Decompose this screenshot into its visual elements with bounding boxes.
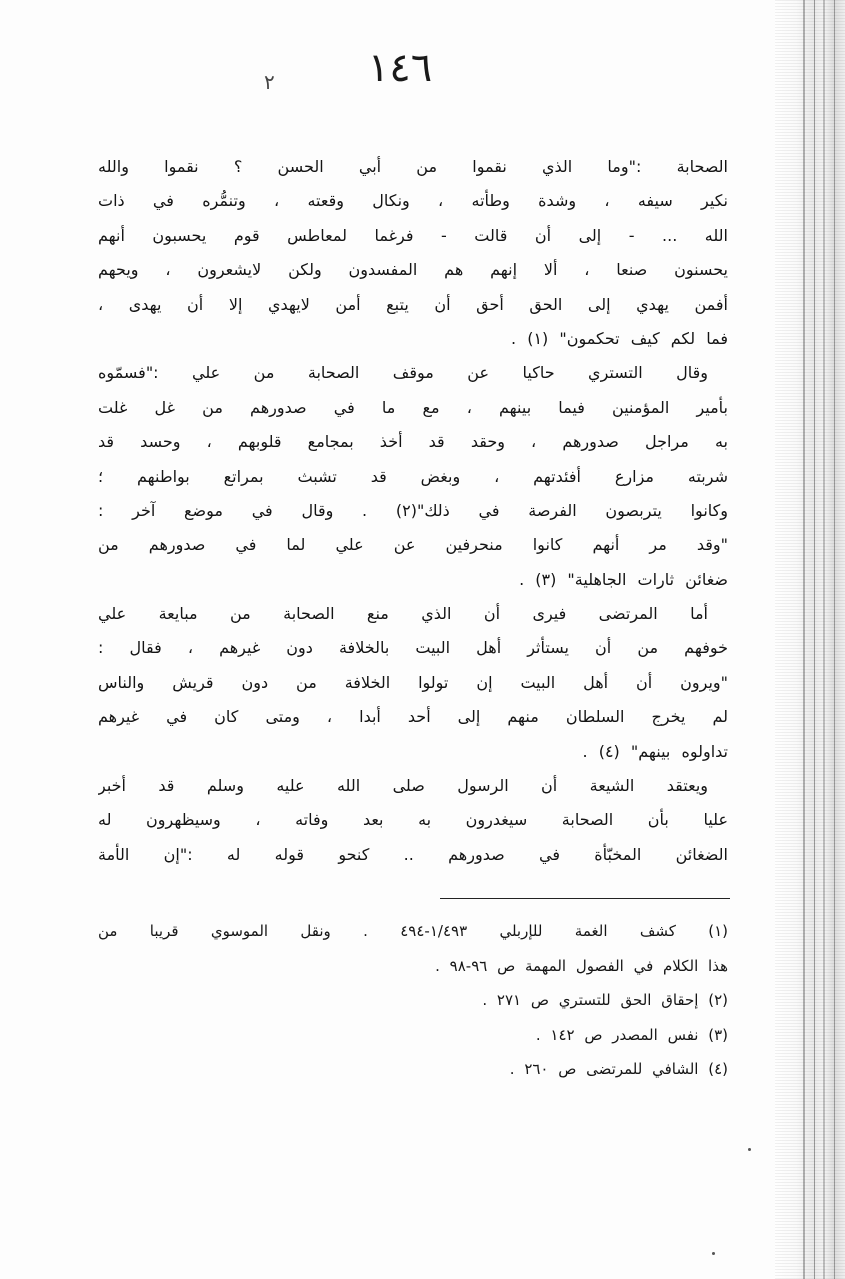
- footnote-line: (١) كشف الغمة للإربلي ١/٤٩٣-٤٩٤ . ونقل الموسوي قريبا من: [98, 922, 728, 940]
- text-line: خوفهم من أن يستأثر أهل البيت بالخلافة دون غيرهم ، فقال :: [98, 638, 728, 658]
- text-line: فما لكم كيف تحكمون" (١) .: [511, 328, 728, 348]
- text-line: وكانوا يتربصون الفرصة في ذلك"(٢) . وقال في موضع آخر :: [98, 500, 728, 520]
- scan-stripe: [823, 0, 825, 1279]
- scan-stripe: [814, 0, 815, 1279]
- text-line: نكير سيفه ، وشدة وطأته ، ونكال وقعته ، وتنمُّره في ذات: [98, 191, 728, 211]
- text-line: أفمن يهدي إلى الحق أحق أن يتبع أمن لايهدي إلا أن يهدى ،: [98, 294, 728, 314]
- footnotes-block: [98, 914, 728, 1087]
- page-number: ١٤٦: [367, 45, 433, 91]
- text-line: بأمير المؤمنين فيما بينهم ، مع ما في صدورهم من غل غلت: [98, 397, 728, 417]
- text-line: يحسنون صنعا ، ألا إنهم هم المفسدون ولكن لايشعرون ، ويحهم: [98, 260, 728, 280]
- text-line: "وقد مر أنهم كانوا منحرفين عن علي لما في صدورهم من: [98, 535, 728, 555]
- text-line: شربته مزارع أفئدتهم ، وبغض قد تشبث بمراتع بواطنهم ؛: [98, 466, 728, 486]
- text-line: "ويرون أن أهل البيت إن تولوا الخلافة من دون قريش والناس: [98, 672, 728, 692]
- text-line: الله ... - إلى أن قالت - فرغما لمعاطس قوم يحسبون أنهم: [98, 225, 728, 245]
- footnote-line: هذا الكلام في الفصول المهمة ص ٩٦-٩٨ .: [435, 956, 728, 975]
- scan-speck: [748, 1148, 751, 1151]
- text-line: ضغائن ثارات الجاهلية" (٣) .: [519, 569, 728, 589]
- text-line: الصحابة :"وما الذي نقموا من أبي الحسن ؟ نقموا والله: [98, 157, 728, 176]
- text-line: تداولوه بينهم" (٤) .: [582, 741, 728, 761]
- scan-speck: [712, 1252, 715, 1255]
- footnote-line: (٣) نفس المصدر ص ١٤٢ .: [535, 1025, 728, 1044]
- text-line: به مراجل صدورهم ، وحقد قد أخذ بمجامع قلوبهم ، وحسد قد: [98, 432, 728, 452]
- text-line: وقال التستري حاكيا عن موقف الصحابة من علي :"فسمّوه: [98, 363, 708, 383]
- footnote-divider: [440, 898, 730, 899]
- footnote-line: (٢) إحقاق الحق للتستري ص ٢٧١ .: [482, 991, 728, 1009]
- corner-mark: ٢: [264, 70, 275, 94]
- text-line: لم يخرج السلطان منهم إلى أحد أبدا ، ومتى كان في غيرهم: [98, 707, 728, 727]
- footnote-line: (٤) الشافي للمرتضى ص ٢٦٠ .: [509, 1060, 728, 1078]
- scan-stripe: [834, 0, 835, 1279]
- scan-stripe: [803, 0, 805, 1279]
- text-line: أما المرتضى فيرى أن الذي منع الصحابة من مبايعة علي: [98, 604, 708, 624]
- text-line: ويعتقد الشيعة أن الرسول صلى الله عليه وسلم قد أخبر: [98, 776, 708, 796]
- main-text-block: [98, 150, 728, 872]
- scan-binding-edge: [775, 0, 845, 1279]
- text-line: عليا بأن الصحابة سيغدرون به بعد وفاته ، وسيظهرون له: [98, 810, 728, 830]
- text-line: الضغائن المخبّأة في صدورهم .. كنحو قوله له :"إن الأمة: [98, 844, 728, 864]
